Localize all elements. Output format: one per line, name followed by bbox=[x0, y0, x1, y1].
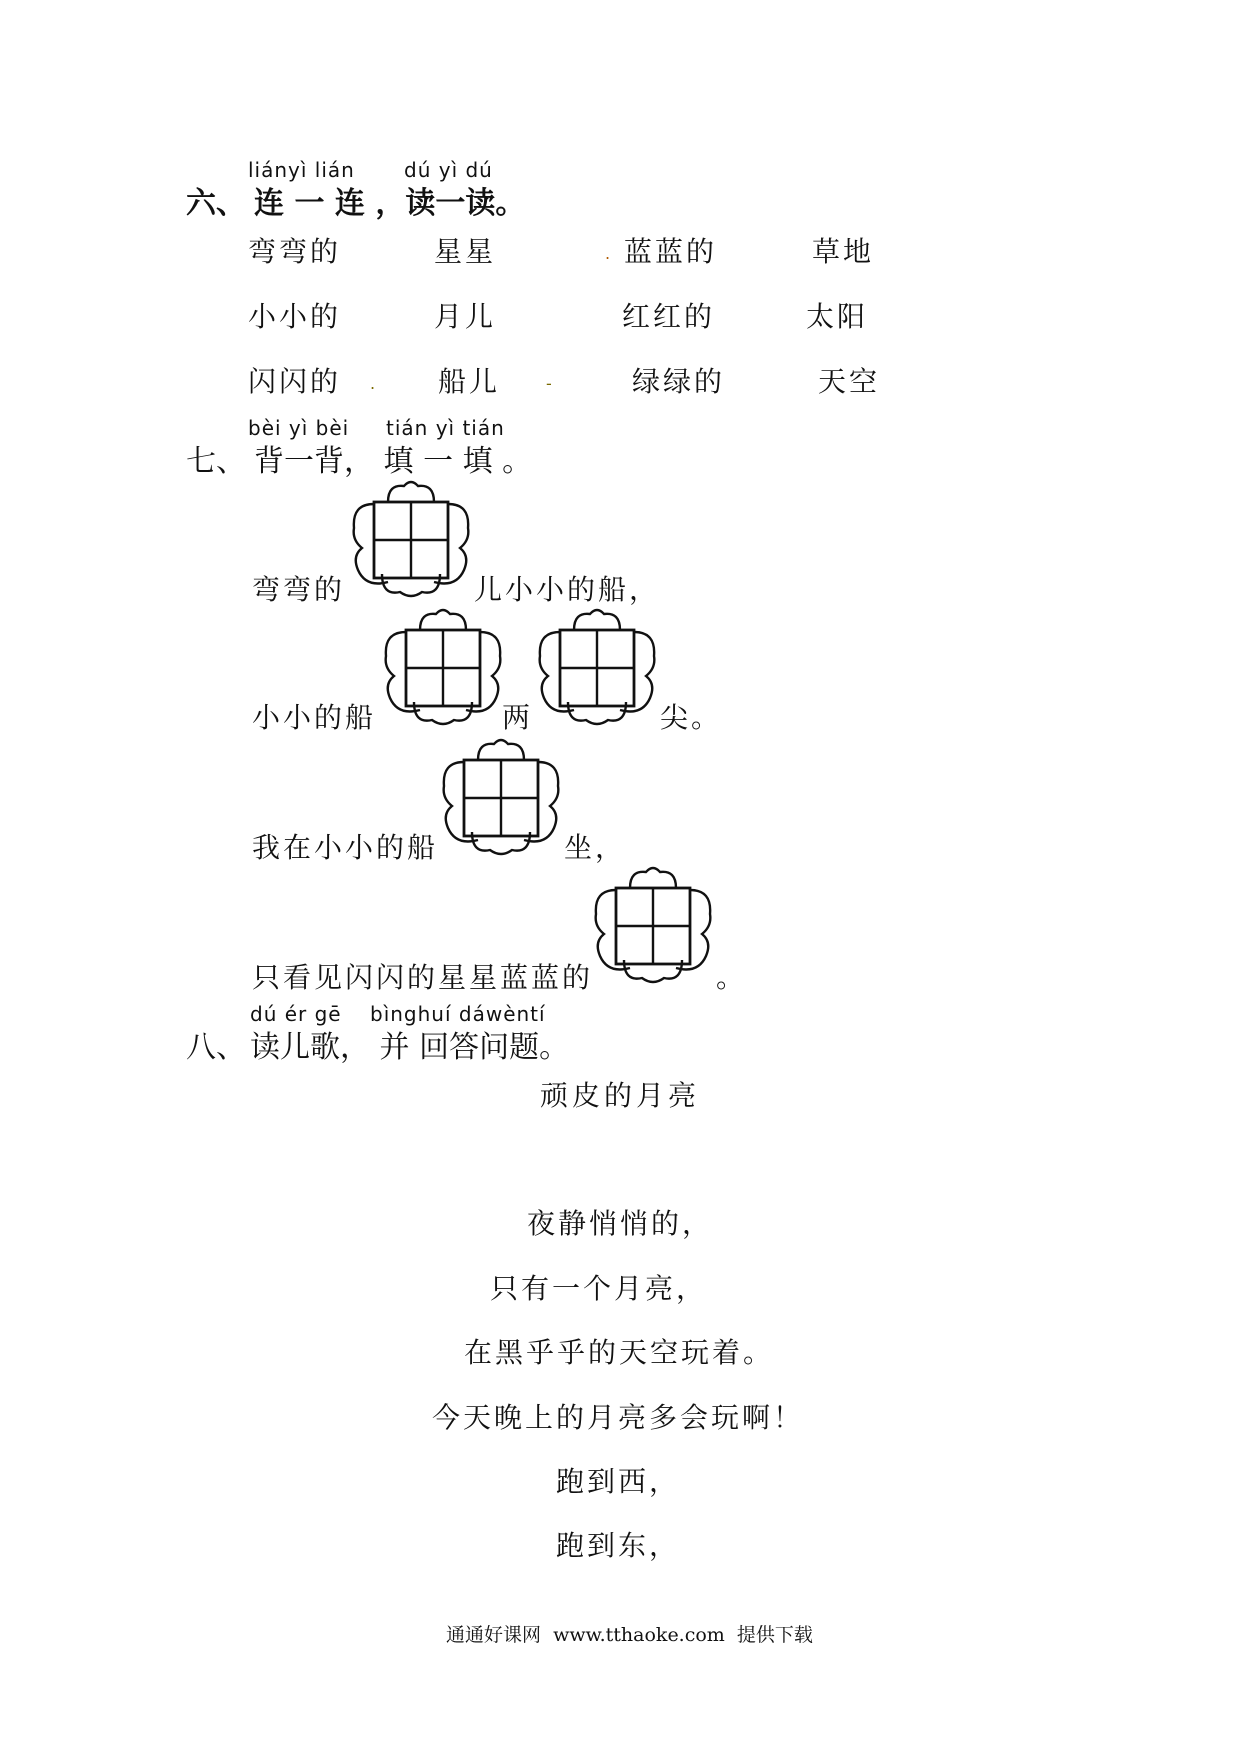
section6-pinyin-1: liányì lián bbox=[248, 158, 355, 182]
fill-line-after: 尖。 bbox=[660, 701, 723, 734]
answer-flower-box[interactable] bbox=[590, 864, 716, 984]
section8-title: 读儿歌， 并 回答问题。 bbox=[250, 1030, 570, 1065]
stray-mark: - bbox=[546, 374, 552, 393]
match-word[interactable]: 蓝蓝的 bbox=[624, 235, 718, 268]
poem-title: 顽皮的月亮 bbox=[540, 1079, 701, 1112]
flower-grid-icon bbox=[438, 736, 564, 856]
fill-line-before: 弯弯的 bbox=[252, 573, 346, 606]
section6-pinyin-2: dú yì dú bbox=[404, 158, 493, 182]
section7-pinyin-2: tián yì tián bbox=[386, 416, 505, 440]
fill-line-before: 只看见闪闪的星星蓝蓝的 bbox=[252, 961, 594, 994]
match-word[interactable]: 闪闪的 bbox=[248, 365, 342, 398]
match-word[interactable]: 红红的 bbox=[622, 300, 716, 333]
match-word[interactable]: 船儿 bbox=[438, 365, 501, 398]
section7-pinyin-1: bèi yì bèi bbox=[248, 416, 350, 440]
match-word[interactable]: 月儿 bbox=[434, 300, 497, 333]
section8-pinyin-1: dú ér gē bbox=[250, 1002, 342, 1026]
stray-mark: . bbox=[605, 244, 611, 263]
fill-line-before: 小小的船 bbox=[252, 701, 377, 734]
answer-flower-box[interactable] bbox=[348, 478, 474, 598]
answer-flower-box[interactable] bbox=[534, 606, 660, 726]
fill-line-middle: 两 bbox=[502, 701, 534, 734]
section8-number: 八、 bbox=[186, 1030, 246, 1065]
section6-number: 六、 bbox=[186, 186, 246, 221]
match-word[interactable]: 星星 bbox=[434, 235, 497, 268]
fill-line-before: 我在小小的船 bbox=[252, 831, 439, 864]
match-word[interactable]: 草地 bbox=[812, 235, 875, 268]
match-word[interactable]: 天空 bbox=[818, 365, 881, 398]
flower-grid-icon bbox=[348, 478, 474, 598]
poem-line: 今天晚上的月亮多会玩啊！ bbox=[432, 1401, 805, 1434]
section7-number: 七、 bbox=[186, 444, 246, 479]
poem-line: 跑到西， bbox=[556, 1465, 681, 1498]
answer-flower-box[interactable] bbox=[438, 736, 564, 856]
flower-grid-icon bbox=[590, 864, 716, 984]
poem-line: 只有一个月亮， bbox=[490, 1272, 708, 1305]
poem-line: 跑到东， bbox=[556, 1529, 681, 1562]
match-word[interactable]: 小小的 bbox=[248, 300, 342, 333]
fill-line-after: 。 bbox=[716, 961, 748, 994]
flower-grid-icon bbox=[380, 606, 506, 726]
answer-flower-box[interactable] bbox=[380, 606, 506, 726]
section7-title: 背一背， 填 一 填 。 bbox=[254, 444, 533, 479]
section8-pinyin-2: bìnghuí dáwèntí bbox=[370, 1002, 546, 1026]
fill-line-after: 儿小小的船， bbox=[474, 573, 661, 606]
match-word[interactable]: 太阳 bbox=[806, 300, 869, 333]
match-word[interactable]: 弯弯的 bbox=[248, 235, 342, 268]
flower-grid-icon bbox=[534, 606, 660, 726]
match-word[interactable]: 绿绿的 bbox=[632, 365, 726, 398]
page-footer: 通通好课网 www.tthaoke.com 提供下载 bbox=[446, 1624, 813, 1646]
poem-line: 夜静悄悄的， bbox=[527, 1207, 714, 1240]
section6-title: 连 一 连 ，读一读。 bbox=[254, 186, 526, 221]
stray-mark: . bbox=[370, 374, 376, 393]
poem-line: 在黑乎乎的天空玩着。 bbox=[464, 1336, 775, 1369]
fill-line-after: 坐， bbox=[564, 831, 627, 864]
